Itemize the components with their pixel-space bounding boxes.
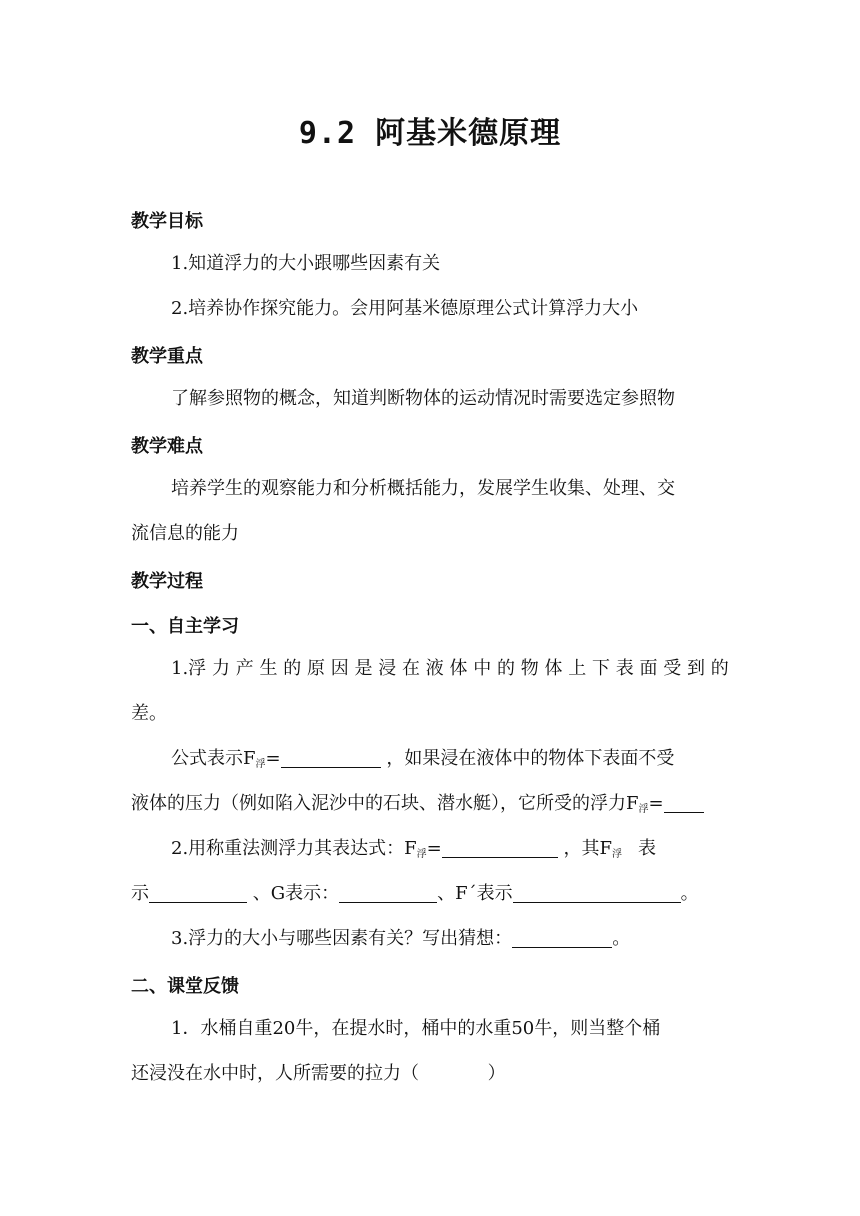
subscript: 浮 [611,849,622,860]
heading-class-feedback: 二、课堂反馈 [131,976,239,997]
q1-char: 的 [496,658,515,679]
formula-text: 公式表示F [171,748,256,769]
q1-char: 体 [544,658,563,679]
page-title [0,108,860,152]
q1-char: 物 [520,658,539,679]
answer-blank[interactable] [664,794,704,813]
q1-char: 产 [235,658,254,679]
answer-blank[interactable] [513,884,681,903]
q1-char: 的 [710,658,729,679]
question-text: 、F´表示 [437,883,513,904]
q1-char: 表 [615,658,634,679]
q1-char: 力 [211,658,230,679]
formula-text: ，如果浸在液体中的物体下表面不受 [380,748,675,769]
equals: = [426,838,442,859]
answer-blank[interactable] [339,884,437,903]
q1-char: 1.浮 [171,658,207,679]
difficulty-line-2: 流信息的能力 [131,523,239,544]
q1-char: 到 [686,658,705,679]
question-1-line-1 [171,657,729,681]
answer-blank[interactable] [281,749,381,768]
question-text: 。 [680,883,699,904]
goal-item-1: 1.知道浮力的大小跟哪些因素有关 [171,253,441,274]
q1-char: 的 [283,658,302,679]
question-2-line-2 [131,882,729,906]
q1-char: 上 [568,658,587,679]
question-text: 2.用称重法测浮力其表达式：F [171,838,417,859]
formula-line-2 [131,792,729,822]
q1-char: 液 [425,658,444,679]
q1-char: 面 [639,658,658,679]
q1-char: 浸 [378,658,397,679]
answer-blank[interactable] [512,929,612,948]
feedback-question-1-line-2: 还浸没在水中时，人所需要的拉力（ ） [131,1063,506,1084]
title-text: 阿基米德原理 [375,116,562,151]
question-2-line-1 [171,837,769,867]
q1-char: 生 [259,658,278,679]
key-point-text: 了解参照物的概念，知道判断物体的运动情况时需要选定参照物 [171,388,675,409]
equals: = [265,748,281,769]
heading-difficulties: 教学难点 [131,436,203,457]
q1-char: 受 [663,658,682,679]
question-1-line-2: 差。 [131,703,167,724]
equals: = [648,793,664,814]
question-text: 3.浮力的大小与哪些因素有关？写出猜想： [171,928,513,949]
q1-char: 体 [449,658,468,679]
goal-item-2: 2.培养协作探究能力。会用阿基米德原理公式计算浮力大小 [171,298,639,319]
subscript: 浮 [638,804,649,815]
q1-char: 中 [473,658,492,679]
answer-blank[interactable] [442,839,558,858]
q1-char: 下 [591,658,610,679]
heading-teaching-goals: 教学目标 [131,211,203,232]
q1-char: 在 [401,658,420,679]
formula-line-1 [171,747,769,777]
heading-self-study: 一、自主学习 [131,616,239,637]
q1-char: 原 [306,658,325,679]
question-text: 、G表示： [247,883,340,904]
q1-char: 是 [354,658,373,679]
formula-text: 液体的压力（例如陷入泥沙中的石块、潜水艇），它所受的浮力F [131,793,639,814]
question-3 [171,927,769,951]
feedback-question-1-line-1: 1．水桶自重20牛，在提水时，桶中的水重50牛，则当整个桶 [171,1018,661,1039]
heading-key-points: 教学重点 [131,346,203,367]
answer-blank[interactable] [149,884,247,903]
title-number: 9.2 [298,116,357,151]
question-text: ，其F [557,838,612,859]
question-text: 示 [131,883,149,904]
subscript: 浮 [416,849,427,860]
heading-teaching-process: 教学过程 [131,571,203,592]
question-text: 表 [637,838,656,859]
difficulty-line-1: 培养学生的观察能力和分析概括能力，发展学生收集、处理、交 [171,478,675,499]
q1-char: 因 [330,658,349,679]
subscript: 浮 [255,759,266,770]
question-text: 。 [612,928,631,949]
